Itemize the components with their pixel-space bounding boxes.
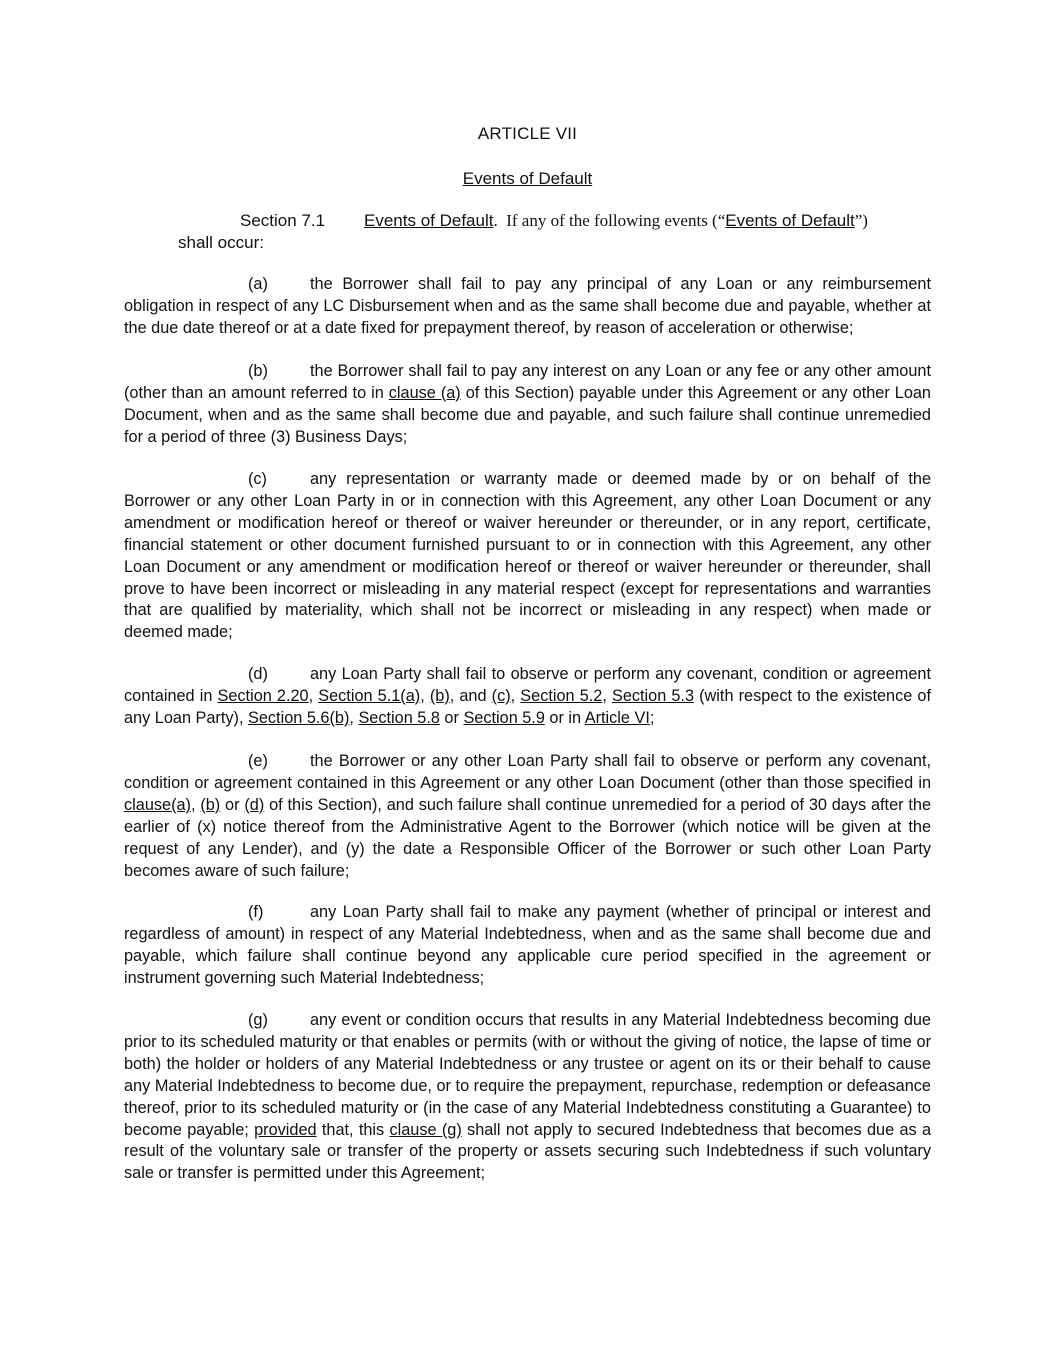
cross-reference: Section 2.20	[217, 686, 309, 705]
section-caption: Events of Default. If any of the following events (“Events of Default”)	[364, 211, 868, 230]
section-intro: If any of the following events (“	[506, 211, 726, 230]
cross-reference: (d)	[244, 795, 265, 814]
article-title: ARTICLE VII	[477, 124, 578, 143]
cross-reference: Section 5.1(a)	[318, 686, 421, 705]
cross-reference: Section 5.2	[520, 686, 603, 705]
cross-reference: clause (a)	[388, 383, 461, 402]
clause-text: any Loan Party shall fail to make any payment (whether of principal or interest and regardless of amount) in respect of any Material Indebtedness, when and as the same shall become due and payable, which failure shall continue beyond any applicable cure period specified in the agreement or instrument governing such Material Indebtedness;	[124, 903, 931, 987]
cross-reference: clause(a)	[124, 795, 191, 814]
clause-label: (f)	[248, 903, 264, 921]
clause-text: the Borrower shall fail to pay any principal of any Loan or any reimbursement obligation in respect of any LC Disbursement when and as the same shall become due and payable, whether at the due date thereof or at a date fixed for prepayment thereof, by reason of acceleration or otherwise;	[124, 275, 931, 337]
clause-c	[124, 469, 931, 644]
cross-reference: Section 5.8	[358, 708, 440, 727]
cross-reference: clause (g)	[389, 1120, 462, 1139]
clause-label: (d)	[248, 665, 268, 683]
section-number: Section 7.1	[240, 211, 326, 230]
defined-term: Events of Default	[725, 211, 855, 230]
clause-g: (g) any event or condition occurs that results in any Material Indebtedness becoming due prior to its scheduled maturity or that enables or permits (with or without the giving of notice, the lapse of time or both) the holder or holders of any Material Indebtedness or any trustee or agent on its or their behalf to cause any Material Indebtedness to become due, or to require the prepayment, repurchase, redemption or defeasance thereof, prior to its scheduled maturity or (in the case of any Material Indebtedness constituting a Guarantee) to become payable; provided that, this clause (g) shall not apply to secured Indebtedness that becomes due as a result of the voluntary sale or transfer of the property or assets securing such Indebtedness if such voluntary sale or transfer is permitted under this Agreement;	[124, 1011, 931, 1183]
clause-label: (g)	[248, 1011, 268, 1029]
clause-text: any representation or warranty made or deemed made by or on behalf of the Borrower or any other Loan Party in or in connection with this Agreement, any other Loan Document or any amendment or modification hereof or thereof or waiver hereunder or thereunder, or in any report, certificate, financial statement or other document furnished pursuant to or in connection with this Agreement, any other Loan Document or any amendment or modification hereof or thereof or waiver hereunder or thereunder, shall prove to have been incorrect or misleading in any material respect (except for representations and warranties that are qualified by materiality, which shall not be incorrect or misleading in any respect) when made or deemed made;	[124, 470, 931, 642]
clause-f	[124, 902, 931, 990]
section-title: Events of Default	[364, 211, 494, 230]
cross-reference: (b)	[429, 686, 450, 705]
cross-reference: Section 5.3	[611, 686, 695, 705]
clause-a	[124, 274, 931, 340]
clause-e: (e) the Borrower or any other Loan Party shall fail to observe or perform any covenant, condition or agreement contained in this Agreement or any other Loan Document (other than those specified in clause(a), (b) or (d) of this Section), and such failure shall continue unremedied for a period of 30 days after the earlier of (x) notice thereof from the Administrative Agent to the Borrower (which notice will be given at the request of any Lender), and (y) the date a Responsible Officer of the Borrower or such other Loan Party becomes aware of such failure;	[124, 752, 932, 880]
clause-b: (b) the Borrower shall fail to pay any interest on any Loan or any fee or any other amount (other than an amount referred to in clause (a) of this Section) payable under this Agreement or any other Loan Document, when and as the same shall become due and payable, and such failure shall continue unremedied for a period of three (3) Business Days;	[124, 362, 931, 446]
article-subtitle: Events of Default	[462, 169, 593, 188]
clause-d: (d) any Loan Party shall fail to observe or perform any covenant, condition or agreement contained in Section 2.20, Section 5.1(a), (b), and (c), Section 5.2, Section 5.3 (with respect to the existence of any Loan Party), Section 5.6(b), Section 5.8 or Section 5.9 or in Article VI;	[124, 665, 931, 727]
clause-label: (e)	[248, 752, 268, 770]
defined-term: provided	[254, 1120, 317, 1139]
cross-reference: (b)	[200, 795, 221, 814]
clause-label: (a)	[248, 275, 268, 293]
clause-label: (b)	[248, 362, 268, 380]
cross-reference: Article VI	[584, 708, 650, 727]
clause-label: (c)	[248, 470, 267, 488]
cross-reference: Section 5.6(b)	[248, 708, 350, 727]
section-intro-continued: shall occur:	[178, 233, 264, 252]
cross-reference: (c)	[491, 686, 511, 705]
cross-reference: Section 5.9	[463, 708, 545, 727]
